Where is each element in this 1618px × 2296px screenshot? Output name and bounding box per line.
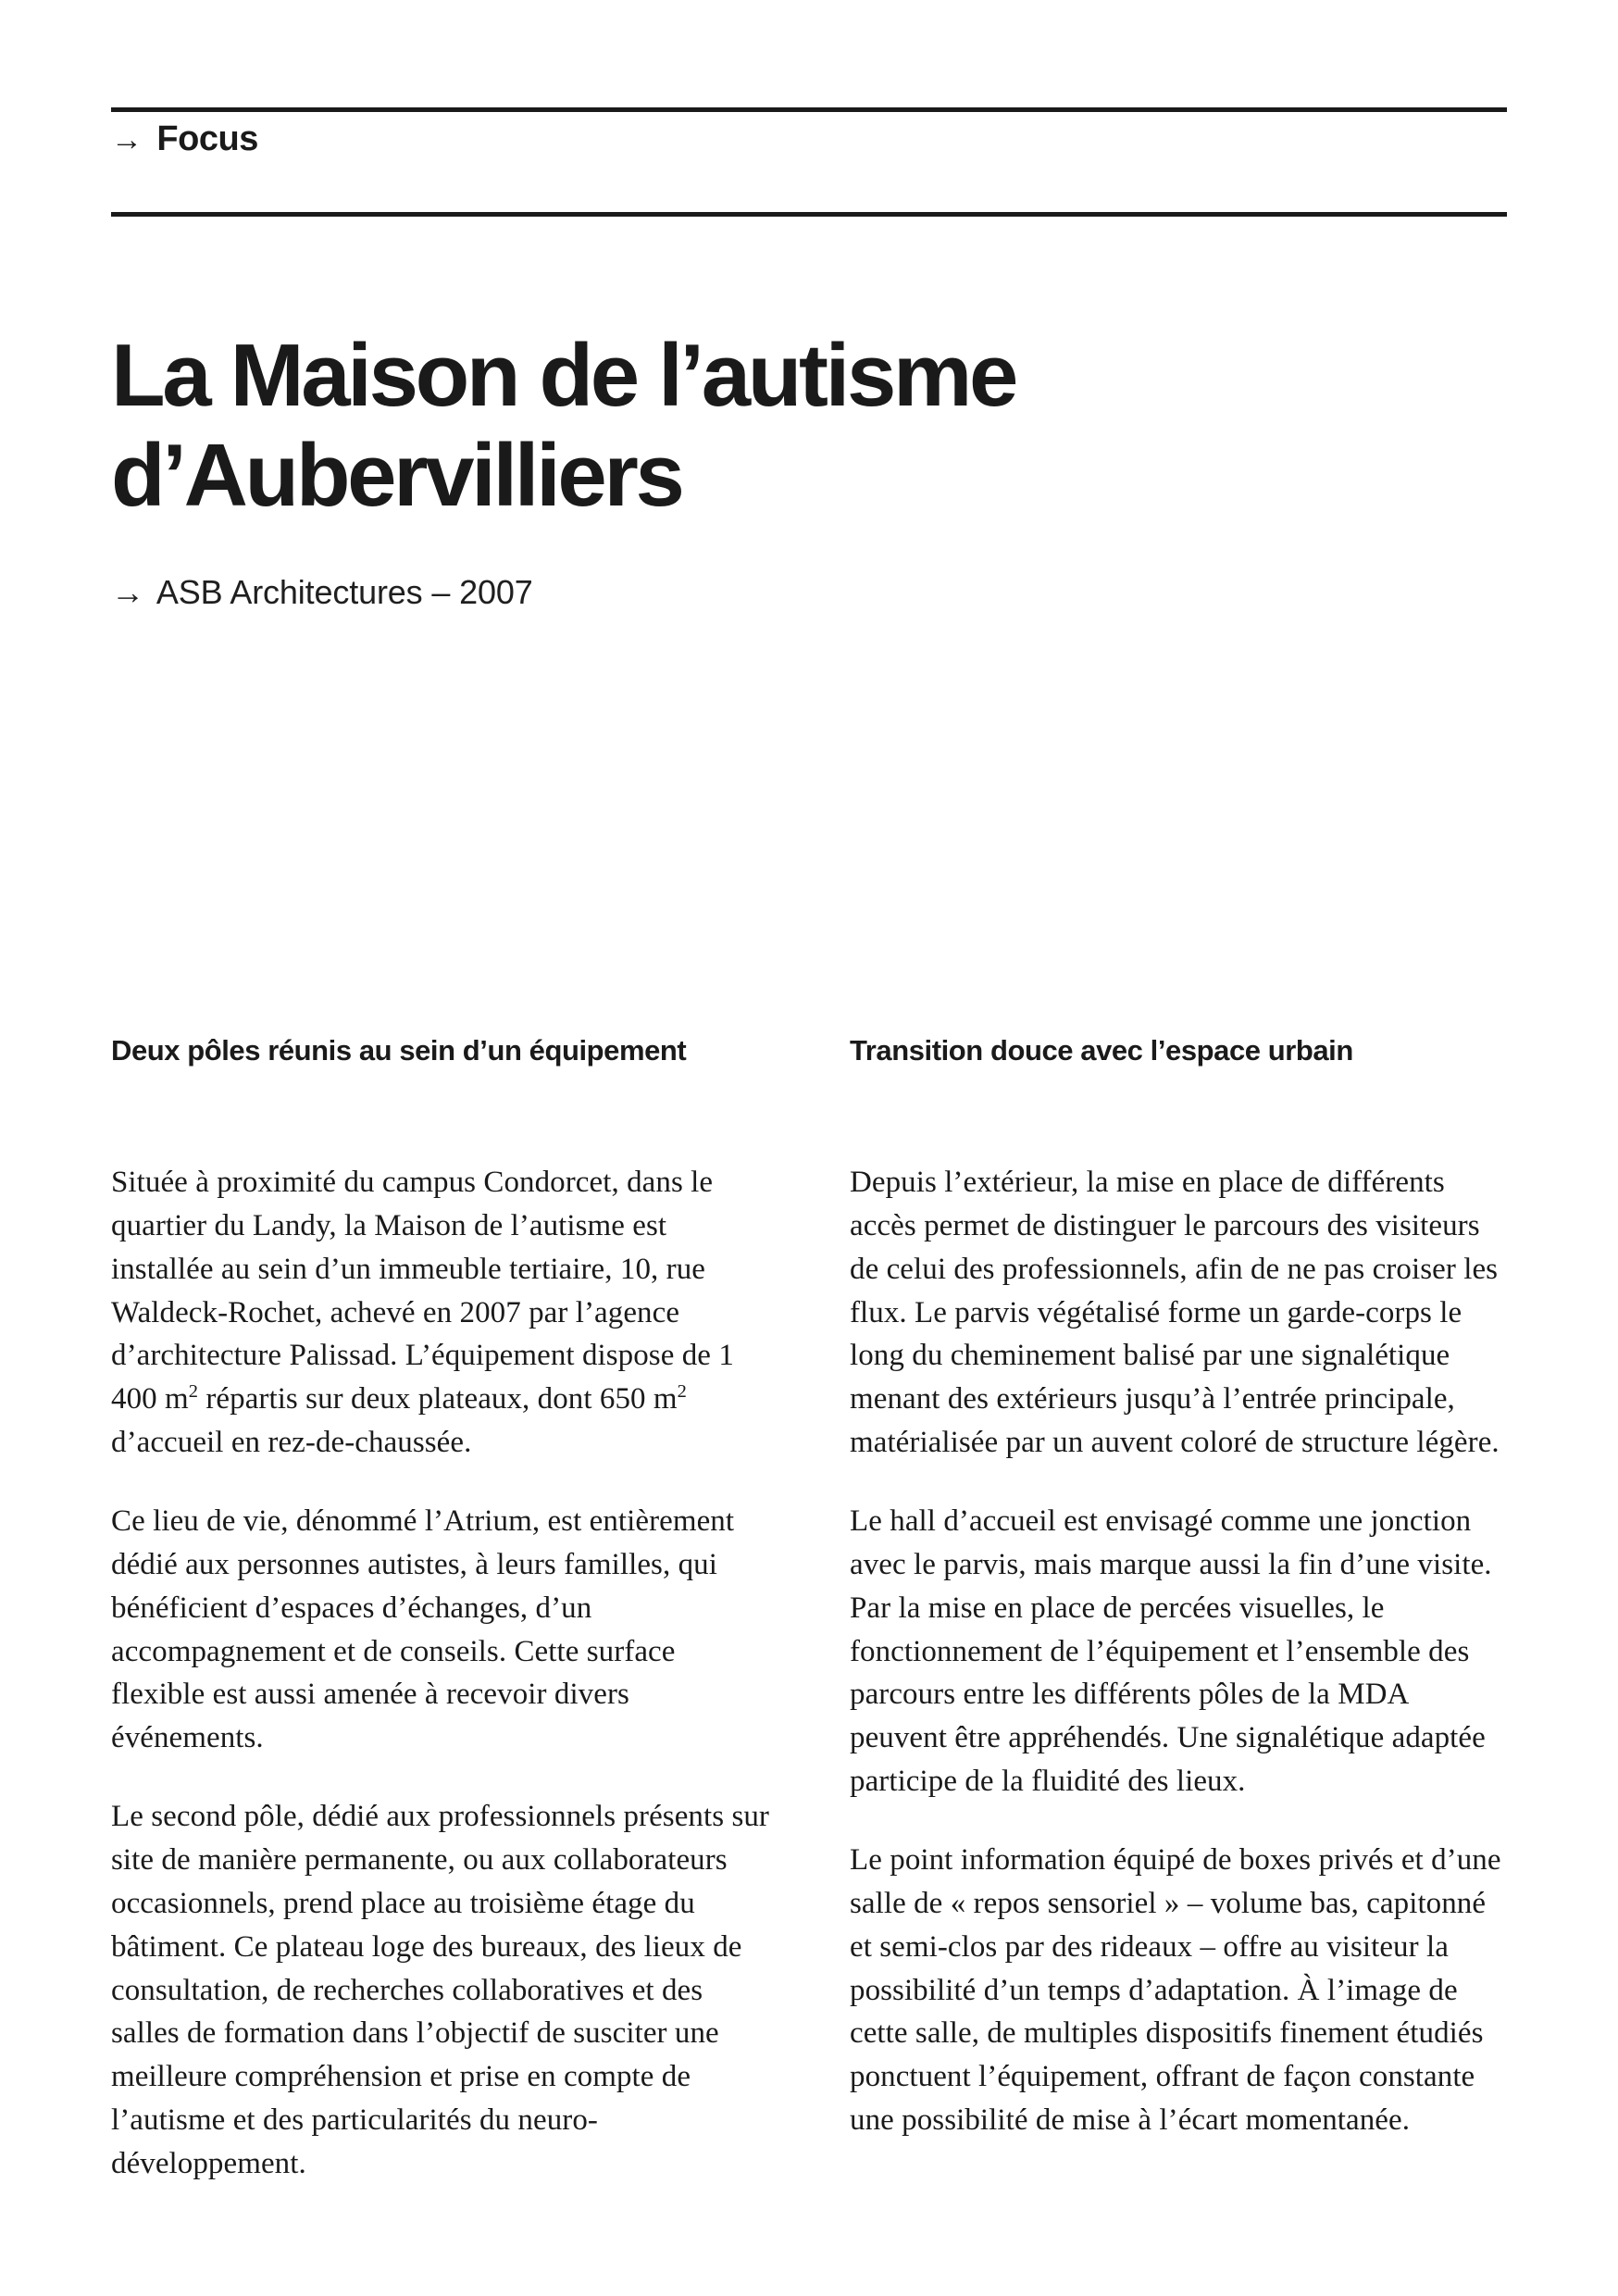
body-columns — [111, 1031, 1507, 2186]
column-right-body — [850, 1161, 1509, 2142]
column-left-body — [111, 1161, 770, 2186]
kicker — [111, 112, 1507, 212]
arrow-right-icon-subtitle: → — [111, 573, 144, 612]
paragraph: Depuis l’extérieur, la mise en place de différents accès permet de distinguer le parcours des visiteurs de celui des professionnels, afin de ne pas croiser les flux. Le parvis végétalisé forme un garde-corps le long du cheminement balisé par une signalétique menant des extérieurs jusqu’à l’entrée principale, matérialisée par un auvent coloré de structure légère. — [850, 1166, 1500, 1460]
title-block — [111, 326, 1507, 613]
kicker-label: Focus — [156, 119, 258, 158]
paragraph: Le hall d’accueil est envisagé comme une jonction avec le parvis, mais marque aussi la fin d’une visite. Par la mise en place de percées visuelles, le fonctionnement de l’équipement et l’ensemble des parcours entre les différents pôles de la MDA peuvent être appréhendés. Une signalétique adaptée participe de la fluidité des lieux. — [850, 1504, 1492, 1799]
column-left — [111, 1031, 770, 2186]
subtitle-text: ASB Architectures – 2007 — [156, 573, 533, 612]
focus-header-band — [111, 107, 1507, 217]
rule-bottom — [111, 212, 1507, 217]
column-right — [850, 1031, 1509, 2186]
column-left-heading: Deux pôles réunis au sein d’un équipement — [111, 1034, 687, 1067]
paragraph: Située à proximité du campus Condorcet, dans le quartier du Landy, la Maison de l’autisme est installée au sein d’un immeuble tertiaire, 10, rue Waldeck-Rochet, achevé en 2007 par l’agence d’architecture Palissad. L’équipement dispose de 1 400 $m^2$ répartis sur deux plateaux, dont 650 $m^2$ d’accueil en rez-de-chaussée. — [111, 1166, 734, 1460]
paragraph: Ce lieu de vie, dénommé l’Atrium, est entièrement dédié aux personnes autistes, à leurs familles, qui bénéficient d’espaces d’échanges, d’un accompagnement et de conseils. Cette surface flexible est aussi amenée à recevoir divers événements. — [111, 1504, 735, 1755]
arrow-right-icon: → — [111, 122, 143, 157]
page-subtitle — [111, 525, 1507, 613]
column-right-heading: Transition douce avec l’espace urbain — [850, 1034, 1353, 1067]
paragraph: Le point information équipé de boxes privés et d’une salle de « repos sensoriel » – volume bas, capitonné et semi-clos par des rideaux – offre au visiteur la possibilité d’un temps d’adaptation. À l’image de cette salle, de multiples dispositifs finement étudiés ponctuent l’équipement, offrant de façon constante une possibilité de mise à l’écart momentanée. — [850, 1843, 1501, 2138]
paragraph: Le second pôle, dédié aux professionnels présents sur site de manière permanente, ou aux collaborateurs occasionnels, prend place au troisième étage du bâtiment. Ce plateau loge des bureaux, des lieux de consultation, de recherches collaboratives et des salles de formation dans l’objectif de susciter une meilleure compréhension et prise en compte de l’autisme et des particularités du neuro-développement. — [111, 1800, 769, 2181]
page-title: La Maison de l’autisme d’Aubervilliers — [111, 326, 1016, 525]
